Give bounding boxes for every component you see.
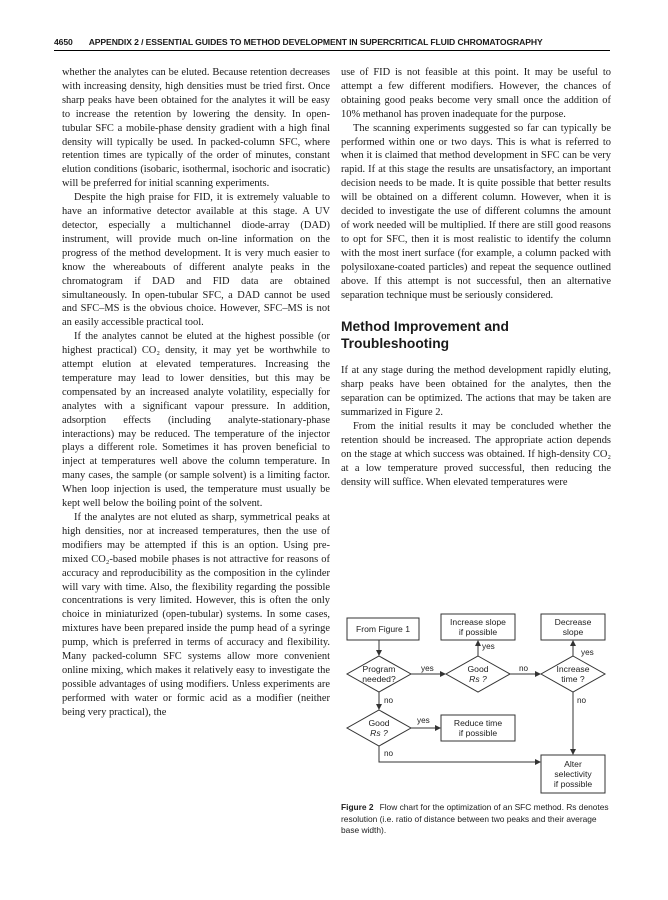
edge-label-yes: yes	[417, 716, 430, 725]
paragraph: use of FID is not feasible at this point. It may be useful to attempt a few different modifiers. However, the chances of obtaining good peaks become very small once the addition of 10% methanol has proven inadequate for the purpose.	[341, 67, 611, 120]
left-column	[62, 66, 330, 720]
alter-selectivity-label: Alter selectivity if possible	[553, 759, 593, 789]
program-needed-label: Program needed?	[362, 664, 396, 684]
running-title: APPENDIX 2 / ESSENTIAL GUIDES TO METHOD DEVELOPMENT IN SUPERCRITICAL FLUID CHROMATOGRAPHY	[88, 37, 543, 47]
section-heading: Method Improvement and Troubleshooting	[341, 319, 509, 352]
paragraph: If the analytes are not eluted as sharp, symmetrical peaks at high densities, nor at increased temperatures, then the use of modifiers may be attempted if this is an option. Using pre-mixed CO₂-based mobile phases is not attractive for reasons of accuracy and reproducibility as the composition in the cylinder will vary with time. Also, the flexibility regarding the possible concentrations is very limited. However, this is often the only choice in miniaturized (open-tubular) systems. In some cases, mixtures have been prepared inside the pump head of a syringe pump, which is preferred in terms of accuracy and flexibility. Many packed-column SFC systems allow more convenient online mixing, which makes it relatively easy to investigate the possible advantages of using modifiers. Unless experiments are performed with water or formic acid as a modifier (neither being very practical), the	[62, 512, 330, 718]
reduce-time-label: Reduce time if possible	[453, 718, 503, 738]
decrease-slope-label: Decrease slope	[554, 617, 592, 637]
paragraph: whether the analytes can be eluted. Because retention decreases with increasing density, high densities must be tried first. Once sharp peaks have been obtained for the analytes it will be easy to increase the retention by lowering the density. In open-tubular SFC a mobile-phase density gradient with a high final density will typically be used. In packed-column SFC, where retention times are typically of the order of minutes, constant elution conditions (isobaric, isothermal, isochoric and isocratic) will be preferred for initial scanning experiments.	[62, 67, 330, 190]
edge-label-yes: yes	[421, 664, 434, 673]
paragraph: Despite the high praise for FID, it is extremely valuable to have an informative detector available at this stage. A UV detector, especially a multichannel diode-array (DAD) instrument, will provide much on-line information on the progress of the method development. It is very much easier to know the whereabouts of different analyte peaks in the chromatogram if DAD and FID data are obtained simultaneously. In open-tubular SFC, a DAD cannot be used and SFC–MS is the obvious choice. However, SFC–MS is not an easily accessible practical tool.	[62, 192, 330, 329]
paragraph: If at any stage during the method development rapidly eluting, sharp peaks have been obtained for the analytes, then the separation can be optimized. The actions that may be taken are summarized in Figure 2.	[341, 365, 611, 419]
increase-time-label: Increase time ?	[556, 664, 590, 684]
page-number: 4650	[54, 37, 73, 47]
edge-label-no: no	[577, 696, 587, 705]
paragraph: The scanning experiments suggested so far can typically be performed within one or two days. This is what is referred to when it is claimed that method development in SFC can be very rapid. If at this stage the results are unsatisfactory, an important decision needs to be made. It is quite possible that better results will be obtained on a different column. However, when it is decided to investigate the use of different columns the amount of work needed will be multiplied. If there are still good reasons to opt for SFC, then it is most realistic to identify the column with the most inert surface (for example, a column packed with polysiloxane-coated particles) and repeat the sequence outlined above. If this attempt is not successful, then an alternative separation technique must be seriously considered.	[341, 122, 611, 301]
from-figure-label: From Figure 1	[356, 624, 410, 634]
figure-caption-text: Flow chart for the optimization of an SFC method. Rs denotes resolution (i.e. ratio of distance between two peaks and their average base width).	[341, 802, 609, 836]
good-rs-label-2: Good Rs ?	[368, 718, 390, 738]
good-rs-label-1: Good Rs ?	[467, 664, 489, 684]
edge-label-no: no	[384, 696, 394, 705]
edge-label-no: no	[519, 664, 529, 673]
right-column	[341, 66, 611, 490]
figure-caption	[341, 802, 611, 837]
flow-chart-figure	[341, 612, 611, 802]
running-header	[54, 37, 610, 47]
edge-label-yes: yes	[581, 648, 594, 657]
paragraph: If the analytes cannot be eluted at the highest possible (or highest practical) CO₂ density, it may yet be worthwhile to attempt elution at elevated temperatures. Increasing the temperature may lead to lower densities, but this may be compensated by an increased analyte volatility, especially for analytes with a significant vapour pressure. In addition, adsorption effects (including analyte-stationary-phase interactions) may be reduced. The temperature of the injector plays a different role. Sometimes it has proven beneficial to inject at temperatures well above the column temperature. In many cases, the sample (or sample solvent) is a limiting factor. When loop injection is used, the temperature must usually be kept well below the boiling point of the solvent.	[62, 331, 330, 510]
header-rule	[54, 50, 610, 51]
edge-label-yes: yes	[482, 642, 495, 651]
paragraph: From the initial results it may be concluded whether the retention should be increased. The appropriate action depends on the stage at which success was obtained. If high-density CO₂ at a low temperature proved successful, then reducing the density will suffice. When elevated temperatures were	[341, 421, 611, 488]
edge-label-no: no	[384, 749, 394, 758]
increase-slope-label: Increase slope if possible	[450, 617, 506, 637]
figure-caption-label: Figure 2	[341, 802, 374, 812]
